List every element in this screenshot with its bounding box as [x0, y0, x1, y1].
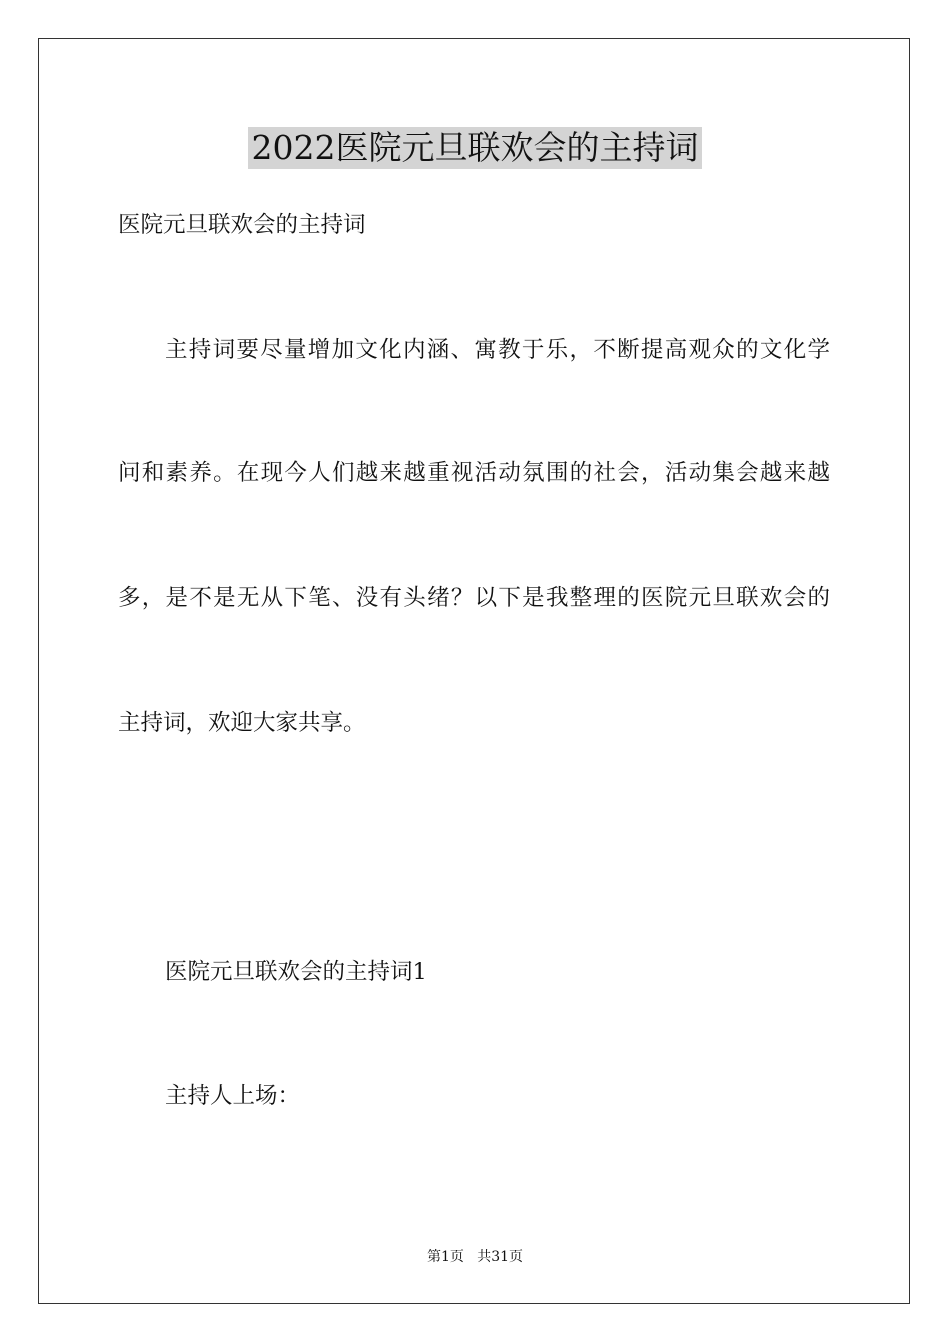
document-title: 2022医院元旦联欢会的主持词 — [248, 127, 703, 169]
title-container — [0, 127, 950, 169]
paragraph-line: 主持词，欢迎大家共享。 — [118, 710, 366, 736]
paragraph-line: 多，是不是无从下笔、没有头绪？以下是我整理的医院元旦联欢会的 — [118, 585, 830, 611]
paragraph-line: 主持词要尽量增加文化内涵、寓教于乐，不断提高观众的文化学 — [165, 337, 830, 363]
paragraph-line: 问和素养。在现今人们越来越重视活动氛围的社会，活动集会越来越 — [118, 460, 830, 486]
paragraph-line: 主持人上场： — [165, 1083, 301, 1109]
page-footer: 第1页 共31页 — [426, 1249, 524, 1265]
subtitle-line: 医院元旦联欢会的主持词 — [118, 212, 366, 238]
section-heading: 医院元旦联欢会的主持词1 — [165, 959, 427, 985]
